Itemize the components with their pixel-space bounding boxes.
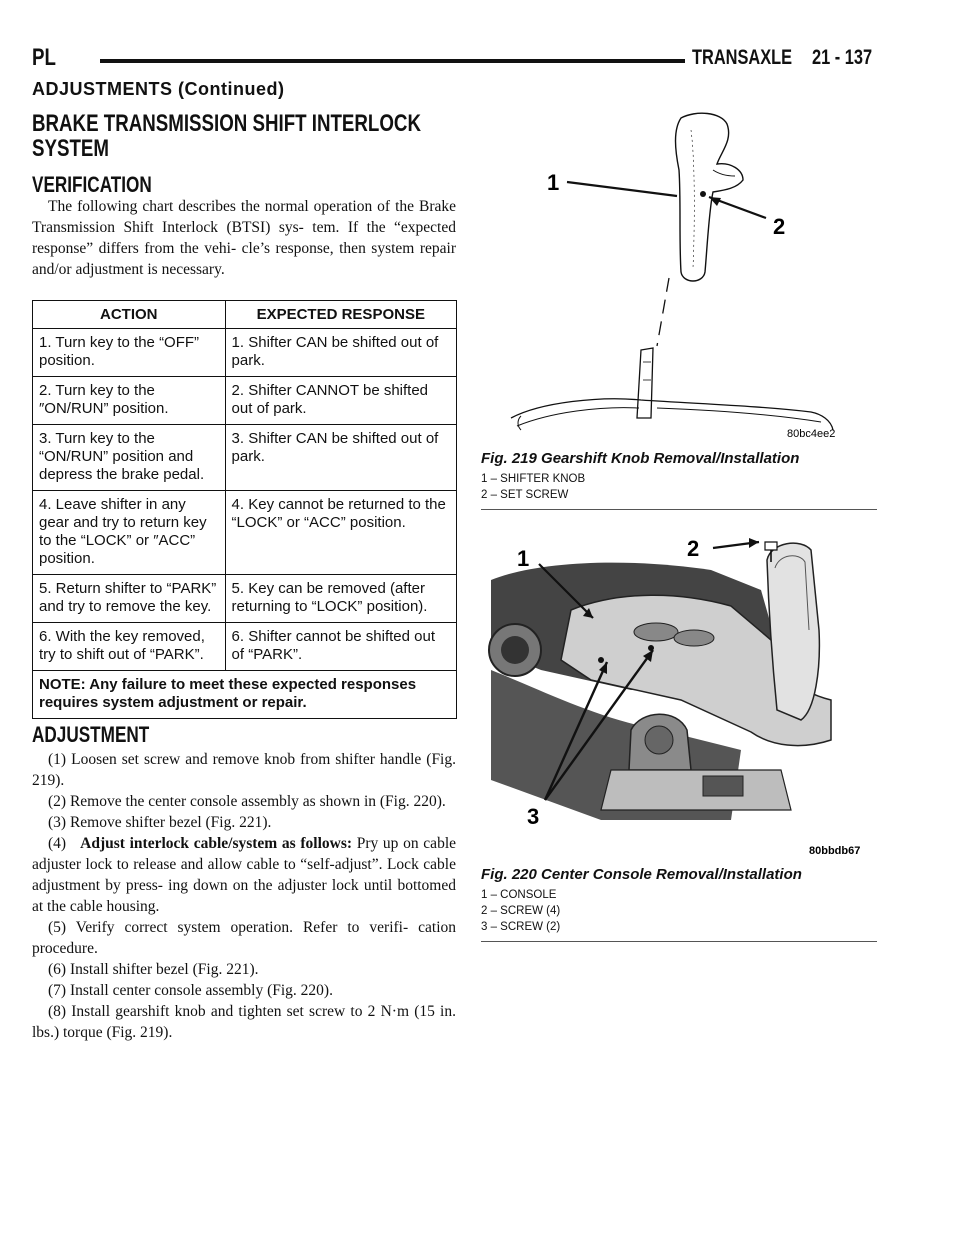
table-cell-response: 6. Shifter cannot be shifted out of “PARK”. [225,623,456,671]
fig219-illustration [481,100,877,445]
table-cell-action: 1. Turn key to the “OFF” position. [33,329,226,377]
table-row [33,329,457,377]
table-row [33,575,457,623]
adjustment-step: (5) Verify correct system operation. Refer to verifi- cation procedure. [32,919,456,957]
verification-intro: The following chart describes the normal operation of the Brake Transmission Shift Interlock (BTSI) sys- tem. If the “expected response” differs from the vehi- cle’s response, then system repair and/or adjustment is necessary. [32,198,456,278]
fig219-image-code: 80bc4ee2 [787,428,836,440]
adjustment-steps [32,749,456,1043]
table-cell-action: 5. Return shifter to “PARK” and try to remove the key. [33,575,226,623]
legend-item: 3 – SCREW (2) [481,921,561,933]
step4-number: (4) [48,835,67,852]
fig220-divider [481,941,877,942]
step4-text: Pry up on cable adjuster lock to release and allow cable to “self-adjust”. Lock cable adjustment by press- ing down on the adjuster lock until bottomed at the cable housing. [32,835,457,915]
fig220-callout-3: 3 [527,804,540,829]
fig220-illustration [481,520,877,860]
table-cell-action: 2. Turn key to the ″ON/RUN” position. [33,377,226,425]
fig220-caption: Fig. 220 Center Console Removal/Installation [481,866,802,883]
verification-heading: VERIFICATION [32,172,152,197]
fig219-callout-2: 2 [773,214,786,239]
header-section-title: TRANSAXLE [692,46,793,69]
fig219-divider [481,509,877,510]
adjustment-step-4 [32,833,456,917]
adjustment-step: (6) Install shifter bezel (Fig. 221). [48,961,259,978]
step4-bold-text: Adjust interlock cable/system as follows: [80,835,353,852]
table-cell-response: 2. Shifter CANNOT be shifted out of park. [225,377,456,425]
section-heading: ADJUSTMENTS (Continued) [32,79,285,99]
adjustment-step: (2) Remove the center console assembly as shown in (Fig. 220). [48,793,446,810]
table-cell-response: 5. Key can be removed (after returning to “LOCK” position). [225,575,456,623]
adjustment-step: (7) Install center console assembly (Fig. 220). [48,982,333,999]
legend-item: 1 – CONSOLE [481,889,557,901]
header-manual-code: PL [32,44,56,71]
fig220-image-code: 80bbdb67 [809,845,861,857]
table-note: NOTE: Any failure to meet these expected responses requires system adjustment or repair. [33,671,457,719]
table-header-action: ACTION [33,301,226,329]
legend-item: 1 – SHIFTER KNOB [481,473,586,485]
table-header-row [33,301,457,329]
adjustment-step: (1) Loosen set screw and remove knob from shifter handle (Fig. 219). [32,751,456,789]
table-cell-action: 6. With the key removed, try to shift out of “PARK”. [33,623,226,671]
table-cell-response: 1. Shifter CAN be shifted out of park. [225,329,456,377]
fig220-callout-1: 1 [517,546,530,571]
fig219-callout-1: 1 [547,170,560,195]
fig220-legend [481,887,560,935]
legend-item: 2 – SCREW (4) [481,905,561,917]
fig219-legend [481,471,585,503]
table-row [33,425,457,491]
btsi-table [32,300,457,719]
table-cell-response: 3. Shifter CAN be shifted out of park. [225,425,456,491]
table-row [33,623,457,671]
header-page-number: 21 - 137 [812,46,873,69]
table-cell-response: 4. Key cannot be returned to the “LOCK” or “ACC” position. [225,491,456,575]
fig219-caption: Fig. 219 Gearshift Knob Removal/Installation [481,450,800,467]
table-cell-action: 4. Leave shifter in any gear and try to return key to the “LOCK” or ″ACC” position. [33,491,226,575]
adjustment-step: (3) Remove shifter bezel (Fig. 221). [48,814,272,831]
legend-item: 2 – SET SCREW [481,489,569,501]
table-cell-action: 3. Turn key to the “ON/RUN” position and depress the brake pedal. [33,425,226,491]
table-note-row [33,671,457,719]
main-title-line1: BRAKE TRANSMISSION SHIFT INTERLOCK [32,110,421,137]
table-row [33,377,457,425]
header-rule [100,59,685,63]
main-title-line2: SYSTEM [32,135,109,162]
table-row [33,491,457,575]
adjustment-heading: ADJUSTMENT [32,722,150,747]
fig220-callout-2: 2 [687,536,700,561]
table-header-response: EXPECTED RESPONSE [225,301,456,329]
adjustment-step: (8) Install gearshift knob and tighten set screw to 2 N·m (15 in. lbs.) torque (Fig. 219). [32,1003,456,1041]
